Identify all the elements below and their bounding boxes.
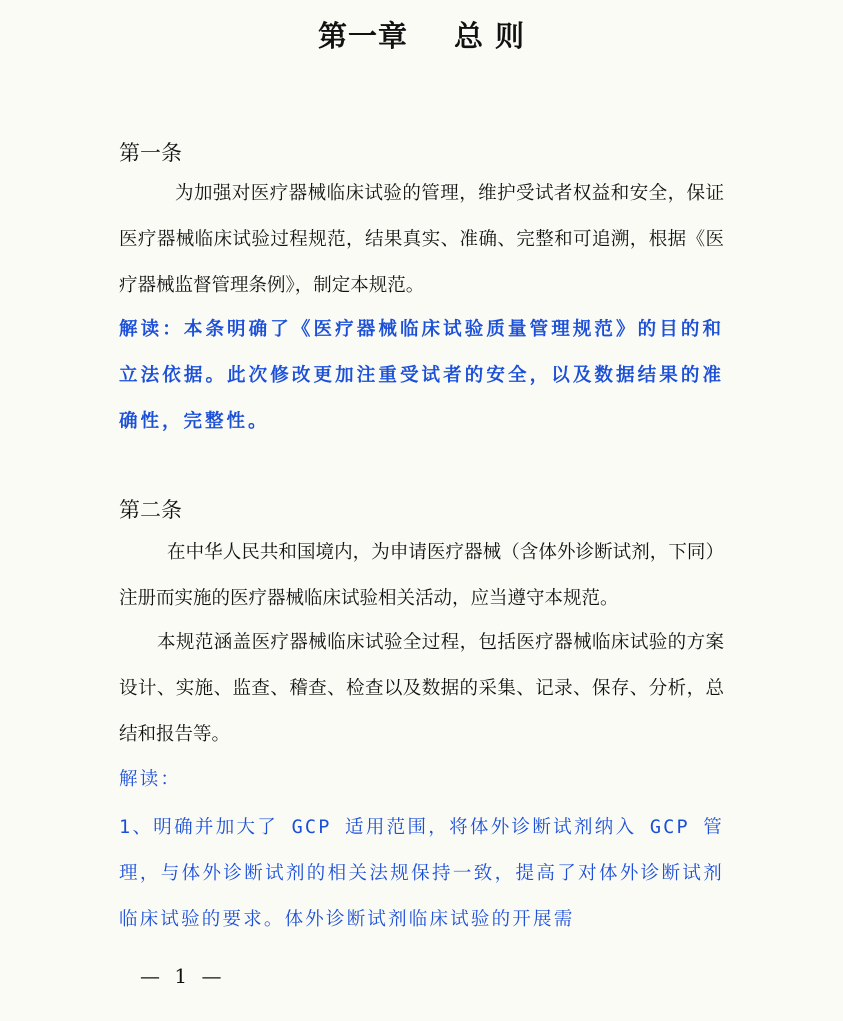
article-2-interpretation-item-1: 1、明确并加大了 GCP 适用范围，将体外诊断试剂纳入 GCP 管理，与体外诊断试剂的相关法规保持一致，提高了对体外诊断试剂临床试验的要求。体外诊断试剂临床试验的开展需	[119, 817, 724, 930]
article-2-body-1: 在中华人民共和国境内，为申请医疗器械（含体外诊断试剂，下同）注册而实施的医疗器械临床试验相关活动，应当遵守本规范。	[119, 542, 724, 609]
article-2-interpretation-label: 解读：	[119, 769, 182, 790]
chapter-number: 第一章	[317, 19, 408, 53]
article-1-interpretation: 解读：本条明确了《医疗器械临床试验质量管理规范》的目的和立法依据。此次修改更加注重受试者的安全，以及数据结果的准确性，完整性。	[119, 319, 724, 432]
page-number: — 1 —	[140, 964, 226, 988]
chapter-name: 总 则	[453, 19, 526, 53]
article-2-heading: 第二条	[119, 498, 182, 522]
article-2-body-2: 本规范涵盖医疗器械临床试验全过程，包括医疗器械临床试验的方案设计、实施、监查、稽查、检查以及数据的采集、记录、保存、分析，总结和报告等。	[119, 632, 724, 745]
article-1-body: 为加强对医疗器械临床试验的管理，维护受试者权益和安全，保证医疗器械临床试验过程规范，结果真实、准确、完整和可追溯，根据《医疗器械监督管理条例》，制定本规范。	[119, 183, 724, 296]
article-1-heading: 第一条	[119, 141, 182, 165]
chapter-title	[0, 14, 843, 55]
